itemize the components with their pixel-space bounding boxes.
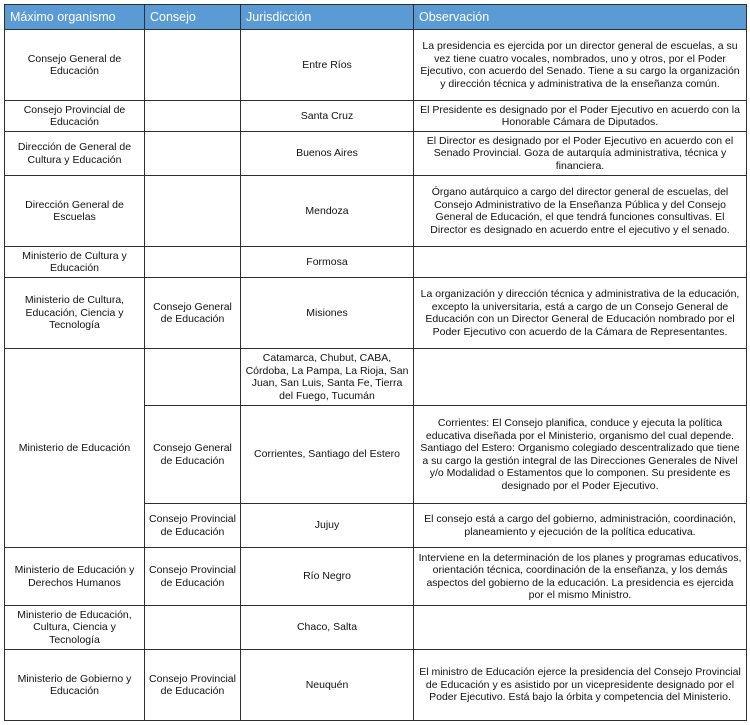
- cell-consejo: Consejo General de Educación: [145, 406, 241, 504]
- organismos-table: [4, 4, 747, 721]
- cell-jurisdiccion: Entre Ríos: [241, 30, 414, 101]
- cell-organismo: Ministerio de Educación: [5, 349, 145, 548]
- cell-consejo: [145, 606, 241, 650]
- cell-observacion: [414, 606, 747, 650]
- cell-organismo: Dirección de General de Cultura y Educación: [5, 132, 145, 176]
- table-row: [5, 30, 747, 101]
- cell-jurisdiccion: Formosa: [241, 247, 414, 278]
- table-row: [5, 349, 747, 406]
- table-row: [5, 247, 747, 278]
- table-wrapper: [4, 4, 747, 721]
- table-row: [5, 606, 747, 650]
- cell-consejo: Consejo Provincial de Educación: [145, 504, 241, 548]
- cell-organismo: Ministerio de Educación y Derechos Humanos: [5, 548, 145, 606]
- cell-organismo: Ministerio de Cultura, Educación, Ciencia y Tecnología: [5, 278, 145, 349]
- cell-observacion: El Presidente es designado por el Poder Ejecutivo en acuerdo con la Honorable Cámara de Diputados.: [414, 101, 747, 132]
- header-jurisdiccion: Jurisdicción: [241, 5, 414, 30]
- cell-jurisdiccion: Mendoza: [241, 176, 414, 247]
- header-observacion: Observación: [414, 5, 747, 30]
- cell-organismo: Consejo Provincial de Educación: [5, 101, 145, 132]
- header-maximo-organismo: Máximo organismo: [5, 5, 145, 30]
- observacion-corrientes: Corrientes: El Consejo planifica, conduce y ejecuta la política educativa diseñada por el Ministerio, organismo del cual depende.: [425, 417, 735, 442]
- cell-observacion: [414, 349, 747, 406]
- header-row: [5, 5, 747, 30]
- cell-consejo: [145, 176, 241, 247]
- cell-organismo: Dirección General de Escuelas: [5, 176, 145, 247]
- cell-jurisdiccion: Santa Cruz: [241, 101, 414, 132]
- table-row: [5, 101, 747, 132]
- cell-jurisdiccion: Río Negro: [241, 548, 414, 606]
- cell-jurisdiccion: Neuquén: [241, 650, 414, 721]
- cell-consejo: [145, 30, 241, 101]
- cell-observacion: [414, 247, 747, 278]
- cell-observacion: El ministro de Educación ejerce la presidencia del Consejo Provincial de Educación y es asistido por un vicepresidente designado por el Poder Ejecutivo. Está bajo la órbita y competencia del Ministerio.: [414, 650, 747, 721]
- cell-consejo: Consejo Provincial de Educación: [145, 548, 241, 606]
- table-row: [5, 650, 747, 721]
- cell-jurisdiccion: Misiones: [241, 278, 414, 349]
- cell-jurisdiccion: Corrientes, Santiago del Estero: [241, 406, 414, 504]
- header-consejo: Consejo: [145, 5, 241, 30]
- cell-consejo: Consejo General de Educación: [145, 278, 241, 349]
- table-row: [5, 132, 747, 176]
- cell-observacion: El consejo está a cargo del gobierno, administración, coordinación, planeamiento y ejecución de la política educativa.: [414, 504, 747, 548]
- cell-observacion: Órgano autárquico a cargo del director general de escuelas, del Consejo Administrativo de la Enseñanza Pública y del Consejo General de Educación, el que tendrá funciones consultivas. El Director es designado en acuerdo entre el ejecutivo y el senado.: [414, 176, 747, 247]
- table-row: [5, 176, 747, 247]
- cell-jurisdiccion: Buenos Aires: [241, 132, 414, 176]
- cell-consejo: [145, 349, 241, 406]
- cell-observacion: [414, 406, 747, 504]
- cell-consejo: [145, 247, 241, 278]
- cell-consejo: [145, 132, 241, 176]
- cell-organismo: Consejo General de Educación: [5, 30, 145, 101]
- table-row: [5, 278, 747, 349]
- observacion-santiago: Santiago del Estero: Organismo colegiado descentralizado que tiene a su cargo la gestión integral de las Direcciones Generales de Nivel y/o Modalidad o Estamentos que lo componen. Su presidente es designado por el Poder Ejecutivo.: [420, 442, 740, 492]
- cell-observacion: La organización y dirección técnica y administrativa de la educación, excepto la universitaria, está a cargo de un Consejo General de Educación con un Director General de Educación nombrado por el Poder Ejecutivo con acuerdo de la Cámara de Representantes.: [414, 278, 747, 349]
- cell-jurisdiccion: Jujuy: [241, 504, 414, 548]
- cell-consejo: Consejo Provincial de Educación: [145, 650, 241, 721]
- cell-observacion: La presidencia es ejercida por un director general de escuelas, a su vez tiene cuatro vocales, nombrados, uno y otros, por el Poder Ejecutivo, con acuerdo del Senado. Tiene a su cargo la organización y dirección técnica y administrativa de la enseñanza común.: [414, 30, 747, 101]
- cell-jurisdiccion: Catamarca, Chubut, CABA, Córdoba, La Pampa, La Rioja, San Juan, San Luis, Santa Fe, Tierra del Fuego, Tucumán: [241, 349, 414, 406]
- cell-observacion: Interviene en la determinación de los planes y programas educativos, orientación técnica, coordinación de la enseñanza, y los demás aspectos del gobierno de la educación. La presidencia es ejercida por el mismo Ministro.: [414, 548, 747, 606]
- cell-organismo: Ministerio de Cultura y Educación: [5, 247, 145, 278]
- cell-organismo: Ministerio de Educación, Cultura, Ciencia y Tecnología: [5, 606, 145, 650]
- cell-observacion: El Director es designado por el Poder Ejecutivo en acuerdo con el Senado Provincial. Goza de autarquía administrativa, técnica y financiera.: [414, 132, 747, 176]
- table-row: [5, 548, 747, 606]
- cell-organismo: Ministerio de Gobierno y Educación: [5, 650, 145, 721]
- cell-consejo: [145, 101, 241, 132]
- cell-jurisdiccion: Chaco, Salta: [241, 606, 414, 650]
